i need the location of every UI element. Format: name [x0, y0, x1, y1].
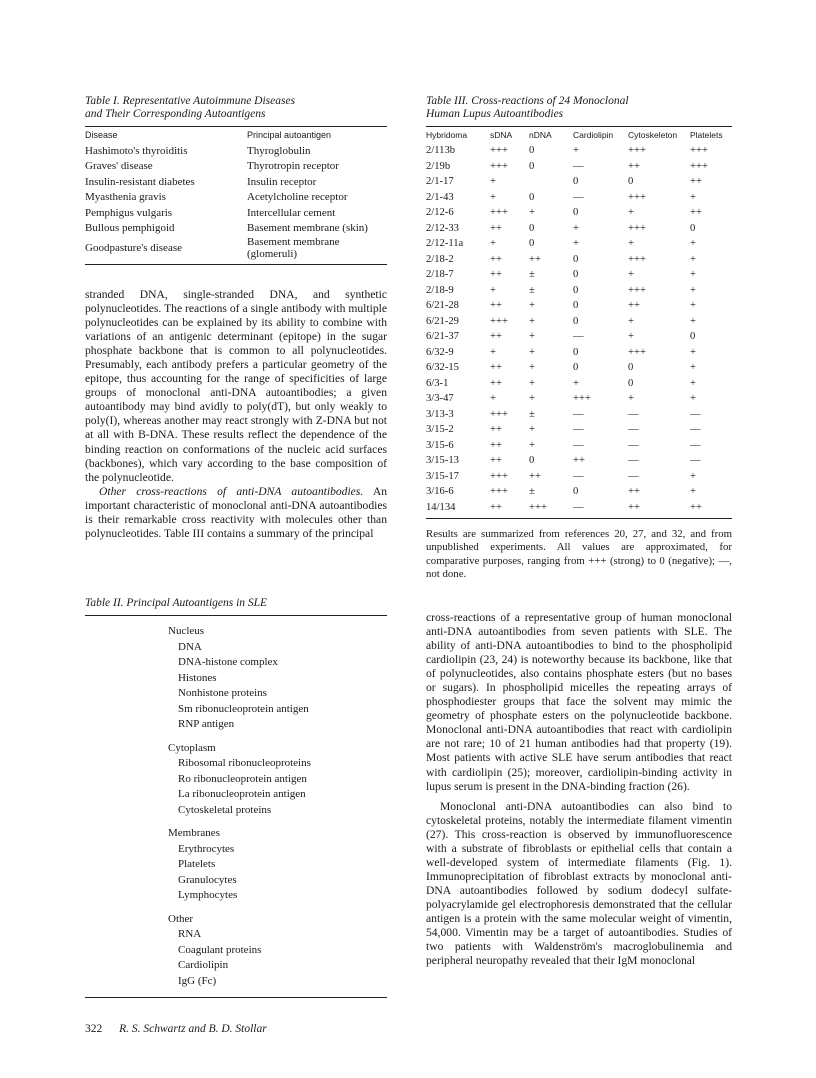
table3-header-hybridoma: Hybridoma: [426, 130, 468, 140]
table3-platelets-cell: +: [690, 377, 696, 389]
table3-cardiolipin-cell: —: [573, 191, 584, 203]
table3-row: [426, 500, 732, 516]
table1-row: [85, 190, 387, 206]
table3-sdna-cell: +: [490, 346, 496, 358]
left-paragraph-2: [85, 485, 387, 541]
table3-ndna-cell: ++: [529, 253, 541, 265]
page-number: 322: [85, 1023, 103, 1035]
table3-cytoskeleton-cell: +: [628, 207, 634, 219]
table2-item: Cardiolipin: [178, 959, 229, 971]
table3-platelets-cell: +: [690, 315, 696, 327]
table3-row: [426, 314, 732, 330]
table3-hybridoma-cell: 6/21-29: [426, 315, 459, 327]
table3-sdna-cell: +++: [490, 486, 508, 498]
table1-antigen-cell: Insulin receptor: [247, 175, 317, 188]
table1-disease-cell: Goodpasture's disease: [85, 242, 182, 254]
table2-group: [168, 826, 387, 904]
table2-caption: Table II. Principal Autoantigens in SLE: [85, 597, 268, 609]
table3-cytoskeleton-cell: +: [628, 238, 634, 250]
table3-row: [426, 221, 732, 237]
table2-group-heading: Cytoplasm: [168, 741, 216, 754]
table2-group: [168, 624, 387, 733]
table3-caption-line2: Human Lupus Autoantibodies: [426, 108, 564, 120]
table3-ndna-cell: ±: [529, 408, 535, 420]
table3-hybridoma-cell: 2/1-17: [426, 176, 454, 188]
table3-cytoskeleton-cell: +: [628, 315, 634, 327]
table2-item: Erythrocytes: [178, 842, 235, 855]
table3-cytoskeleton-cell: 0: [628, 176, 634, 188]
right-text-block: [426, 611, 732, 968]
table1-antigen-cell: Basement membrane (skin): [247, 222, 368, 235]
table3-ndna-cell: +: [529, 439, 535, 451]
table3-cardiolipin-cell: +: [573, 145, 579, 157]
table3-hybridoma-cell: 2/12-6: [426, 207, 454, 219]
table3-sdna-cell: ++: [490, 269, 502, 281]
table3-sdna-cell: ++: [490, 362, 502, 374]
table2-group-heading: Other: [168, 912, 194, 925]
table3-row: [426, 422, 732, 438]
table3-hybridoma-cell: 3/15-17: [426, 470, 459, 482]
table3-cytoskeleton-cell: —: [628, 424, 639, 436]
table3-row: [426, 298, 732, 314]
table3-platelets-cell: ++: [690, 176, 702, 188]
table3-ndna-cell: +: [529, 300, 535, 312]
table3-row: [426, 376, 732, 392]
table3-hybridoma-cell: 6/21-37: [426, 331, 459, 343]
table3-ndna-cell: +: [529, 362, 535, 374]
table1-antigen-cell: Intercellular cement: [247, 206, 336, 219]
table3-cardiolipin-cell: 0: [573, 176, 579, 188]
table3-cardiolipin-cell: +++: [573, 393, 591, 405]
table3-platelets-cell: +: [690, 284, 696, 296]
table3-ndna-cell: 0: [529, 191, 535, 203]
table1-header-disease: Disease: [85, 130, 118, 140]
table1-header-antigen: Principal autoantigen: [247, 130, 332, 140]
table3-hybridoma-cell: 6/32-15: [426, 362, 459, 374]
table3-cardiolipin-cell: —: [573, 424, 584, 436]
table3-sdna-cell: +++: [490, 145, 508, 157]
table2-item: DNA-histone complex: [178, 656, 278, 668]
table2-group: [168, 741, 387, 819]
table3-ndna-cell: 0: [529, 222, 535, 234]
table3-row: [426, 267, 732, 283]
table3-row: [426, 360, 732, 376]
table3-cytoskeleton-cell: +++: [628, 346, 646, 358]
table3-sdna-cell: ++: [490, 424, 502, 436]
table3-platelets-cell: +: [690, 300, 696, 312]
table2-block: [85, 597, 387, 998]
table3-sdna-cell: +++: [490, 470, 508, 482]
table1-disease-cell: Myasthenia gravis: [85, 191, 166, 204]
table3-platelets-cell: +++: [690, 145, 708, 157]
table1-antigen-cell: Thyrotropin receptor: [247, 160, 339, 173]
table3-hybridoma-cell: 2/18-7: [426, 269, 454, 281]
table3-cytoskeleton-cell: +++: [628, 284, 646, 296]
table3-hybridoma-cell: 2/1-43: [426, 191, 454, 203]
table2-item: RNP antigen: [178, 718, 235, 730]
table1: [85, 127, 387, 260]
table3-cardiolipin-cell: 0: [573, 346, 579, 358]
table1-caption-line2: and Their Corresponding Autoantigens: [85, 108, 266, 120]
table1-disease-cell: Hashimoto's thyroiditis: [85, 144, 188, 157]
table1-antigen-cell: Thyroglobulin: [247, 144, 311, 157]
table2-item: Granulocytes: [178, 873, 237, 886]
table3-hybridoma-cell: 2/18-2: [426, 253, 454, 265]
table2-item: Lymphocytes: [178, 889, 238, 901]
table3-sdna-cell: +++: [490, 408, 508, 420]
table3-platelets-cell: +++: [690, 160, 708, 172]
table2-item: Coagulant proteins: [178, 943, 262, 956]
table3-header-ndna: nDNA: [529, 130, 552, 140]
table3-row: [426, 453, 732, 469]
table1-disease-cell: Pemphigus vulgaris: [85, 206, 173, 219]
table3-cytoskeleton-cell: —: [628, 439, 639, 451]
table3-row: [426, 159, 732, 175]
table3-platelets-cell: +: [690, 346, 696, 358]
table3-row: [426, 252, 732, 268]
left-paragraph-2-heading: Other cross-reactions of anti-DNA autoantibodies.: [99, 484, 364, 498]
table3-hybridoma-cell: 2/19b: [426, 160, 451, 172]
table3-platelets-cell: ++: [690, 501, 702, 513]
table3-row: [426, 345, 732, 361]
table3-cardiolipin-cell: —: [573, 501, 584, 513]
table3-sdna-cell: ++: [490, 331, 502, 343]
table3-header-cytoskeleton: Cytoskeleton: [628, 130, 678, 140]
table3-platelets-cell: +: [690, 269, 696, 281]
table2-item: IgG (Fc): [178, 974, 217, 987]
table3-sdna-cell: +: [490, 238, 496, 250]
table3-platelets-cell: —: [690, 424, 701, 436]
table3-ndna-cell: +: [529, 315, 535, 327]
table3-hybridoma-cell: 3/15-6: [426, 439, 454, 451]
table3-sdna-cell: +++: [490, 160, 508, 172]
table3-sdna-cell: ++: [490, 455, 502, 467]
table3-row: [426, 205, 732, 221]
table3-sdna-cell: ++: [490, 222, 502, 234]
table3-hybridoma-cell: 3/15-2: [426, 424, 454, 436]
table3-cytoskeleton-cell: —: [628, 455, 639, 467]
table3-row: [426, 484, 732, 500]
table3-platelets-cell: —: [690, 439, 701, 451]
table3-row: [426, 407, 732, 423]
table3-hybridoma-cell: 3/3-47: [426, 393, 454, 405]
table3-platelets-cell: 0: [690, 331, 696, 343]
table3-platelets-cell: +: [690, 486, 696, 498]
table3-cardiolipin-cell: 0: [573, 253, 579, 265]
table3-cardiolipin-cell: +: [573, 238, 579, 250]
table2-group-heading: Membranes: [168, 827, 220, 839]
table3-row: [426, 143, 732, 159]
table3-hybridoma-cell: 2/12-11a: [426, 238, 464, 250]
table3-platelets-cell: +: [690, 362, 696, 374]
table3-hybridoma-cell: 3/16-6: [426, 486, 454, 498]
table3-platelets-cell: +: [690, 253, 696, 265]
table3-cytoskeleton-cell: +++: [628, 253, 646, 265]
table3-header-cardiolipin: Cardiolipin: [573, 130, 614, 140]
table3-ndna-cell: +: [529, 424, 535, 436]
table3-cytoskeleton-cell: +: [628, 331, 634, 343]
table3-ndna-cell: ++: [529, 470, 541, 482]
table3-cardiolipin-cell: —: [573, 408, 584, 420]
table3-platelets-cell: —: [690, 408, 701, 420]
table3-platelets-cell: 0: [690, 222, 696, 234]
table3-cytoskeleton-cell: —: [628, 408, 639, 420]
table3-row: [426, 438, 732, 454]
table3-cytoskeleton-cell: ++: [628, 300, 640, 312]
table3-ndna-cell: ±: [529, 284, 535, 296]
table3-sdna-cell: +++: [490, 207, 508, 219]
table2-group: [168, 912, 387, 990]
table2-item: Cytoskeletal proteins: [178, 803, 272, 816]
table3-cytoskeleton-cell: +++: [628, 191, 646, 203]
table3-cytoskeleton-cell: +++: [628, 222, 646, 234]
table3-cardiolipin-cell: +: [573, 222, 579, 234]
table1-disease-cell: Bullous pemphigoid: [85, 222, 175, 235]
table3-ndna-cell: 0: [529, 145, 535, 157]
table3-cardiolipin-cell: —: [573, 160, 584, 172]
table3-platelets-cell: +: [690, 238, 696, 250]
table3-cardiolipin-cell: 0: [573, 284, 579, 296]
left-paragraph-1: stranded DNA, single-stranded DNA, and synthetic polynucleotides. The reactions of a single antibody with multiple polynucleotides can be explained by its ability to combine with variations of an antigenic determinant (epitope) in the sugar phosphate backbone that is common to all polynucleotides. Presumably, each antibody prefers a particular geometry of the epitope, thus accounting for the range of specificities of large groups of monoclonal anti-DNA autoantibodies; a given autoantibody may bind avidly to poly(dT), but only weakly to poly(I), whereas another may react strongly with Z-DNA but not at all with B-DNA. These results reflect the dependence of the binding reaction on conformations of the nucleic acid surfaces (backbones), which vary according to the base composition of the polynucleotide.: [85, 288, 387, 484]
table2-item: RNA: [178, 928, 202, 940]
table3-sdna-cell: +: [490, 191, 496, 203]
table3-sdna-cell: ++: [490, 253, 502, 265]
table2-item: La ribonucleoprotein antigen: [178, 788, 306, 800]
table3-cardiolipin-cell: +: [573, 377, 579, 389]
table3-sdna-cell: +++: [490, 315, 508, 327]
table3-hybridoma-cell: 3/13-3: [426, 408, 454, 420]
table3-row: [426, 329, 732, 345]
left-text-block: [85, 288, 387, 541]
table3-ndna-cell: ±: [529, 269, 535, 281]
table3-header-sdna: sDNA: [490, 130, 513, 140]
table3-sdna-cell: ++: [490, 439, 502, 451]
table1-disease-cell: Insulin-resistant diabetes: [85, 175, 195, 188]
table3-platelets-cell: —: [690, 455, 701, 467]
table3-ndna-cell: +: [529, 377, 535, 389]
table3-hybridoma-cell: 14/134: [426, 501, 456, 513]
left-paragraph-2-body: An important characteristic of monoclonal anti-DNA autoantibodies is their remarkable cross reactivity with molecules other than polynucleotides. Table III contains a summary of the principal: [85, 484, 387, 540]
table3-ndna-cell: 0: [529, 455, 535, 467]
table3-cardiolipin-cell: —: [573, 439, 584, 451]
table1-antigen-cell: Acetylcholine receptor: [247, 191, 348, 204]
table2-list: [85, 616, 387, 989]
table3-cytoskeleton-cell: ++: [628, 486, 640, 498]
table3-ndna-cell: +: [529, 331, 535, 343]
table3-platelets-cell: ++: [690, 207, 702, 219]
table3-hybridoma-cell: 3/15-13: [426, 455, 459, 467]
table3-row: [426, 283, 732, 299]
table1-row: [85, 143, 387, 159]
page-footer: [85, 1023, 485, 1035]
table3-row: [426, 391, 732, 407]
table3-ndna-cell: 0: [529, 160, 535, 172]
table1-row: [85, 236, 387, 260]
table3-hybridoma-cell: 2/113b: [426, 145, 456, 157]
table3-cardiolipin-cell: 0: [573, 315, 579, 327]
table2-item: Histones: [178, 671, 217, 684]
table3-hybridoma-cell: 2/18-9: [426, 284, 454, 296]
table3-cytoskeleton-cell: 0: [628, 377, 634, 389]
table1-row: [85, 221, 387, 237]
table3-cardiolipin-cell: —: [573, 470, 584, 482]
right-paragraph-2: Monoclonal anti-DNA autoantibodies can also bind to cytoskeletal proteins, notably the intermediate filament vimentin (27). This cross-reaction is observed by immunofluorescence with a substrate of fibroblasts or epithelial cells that contain a well-developed system of intermediate filaments (Fig. 1). Immunoprecipitation of fibroblast extracts by monoclonal anti-DNA autoantibodies followed by sodium dodecyl sulfate-polyacrylamide gel electrophoresis demonstrated that the cellular antigen is a protein with the same molecular weight of vimentin, 54,000. Vimentin may be a target of autoantibodies. Studies of two patients with Waldenström's macroglobulinemia and peripheral neuropathy revealed that their IgM monoclonal: [426, 799, 732, 968]
table1-disease-cell: Graves' disease: [85, 160, 153, 173]
table3-cytoskeleton-cell: +: [628, 393, 634, 405]
table1-caption-line1: Table I. Representative Autoimmune Diseases: [85, 95, 296, 107]
table3-ndna-cell: 0: [529, 238, 535, 250]
table3: [426, 127, 732, 515]
table3-hybridoma-cell: 6/21-28: [426, 300, 459, 312]
table3-hybridoma-cell: 6/3-1: [426, 377, 449, 389]
table3-platelets-cell: +: [690, 191, 696, 203]
table3-cytoskeleton-cell: 0: [628, 362, 634, 374]
table3-sdna-cell: +: [490, 284, 496, 296]
table3-ndna-cell: +: [529, 207, 535, 219]
table3-cytoskeleton-cell: —: [628, 470, 639, 482]
table3-platelets-cell: +: [690, 393, 696, 405]
table3-cardiolipin-cell: 0: [573, 486, 579, 498]
table2-item: Platelets: [178, 858, 216, 870]
table2-item: Ribosomal ribonucleoproteins: [178, 757, 311, 769]
table3-cytoskeleton-cell: +: [628, 269, 634, 281]
table3-cytoskeleton-cell: +++: [628, 145, 646, 157]
table3-cytoskeleton-cell: ++: [628, 501, 640, 513]
table3-row: [426, 190, 732, 206]
right-paragraph-1: cross-reactions of a representative group of human monoclonal anti-DNA autoantibodies from seven patients with SLE. The ability of anti-DNA autoantibodies to bind to the phospholipid cardiolipin (23, 24) is noteworthy because its backbone, like that of polynucleotides, also contains phosphate esters (but no bases or sugars). In phospholipid micelles the repeating arrays of phosphodiester groups that face the solvent may mimic the geometry of phosphate esters on the polynucleotide backbone. Monoclonal anti-DNA autoantibodies that react with cardiolipin are not rare; 10 of 21 human antibodies had that property (19). Most patients with active SLE have serum antibodies that react with cardiolipin (25); moreover, cardiolipin-binding activity in lupus serum is present in the DNA-binding fraction (26).: [426, 611, 732, 793]
table2-item: DNA: [178, 640, 202, 653]
table3-footnote: Results are summarized from references 20, 27, and 32, and from unpublished experiments. All values are approximated, for comparative purposes, ranging from +++ (strong) to 0 (negative); —, not done.: [426, 528, 732, 581]
table1-row: [85, 205, 387, 221]
table3-ndna-cell: +: [529, 393, 535, 405]
running-authors: R. S. Schwartz and B. D. Stollar: [119, 1023, 267, 1035]
table3-ndna-cell: +: [529, 346, 535, 358]
table3-header-platelets: Platelets: [690, 130, 723, 140]
table3-cardiolipin-cell: ++: [573, 455, 585, 467]
table1-antigen-cell: Basement membrane (glomeruli): [247, 236, 340, 260]
table2-group-heading: Nucleus: [168, 625, 205, 637]
table2-item: Sm ribonucleoprotein antigen: [178, 702, 309, 715]
table3-sdna-cell: ++: [490, 300, 502, 312]
table2-item: Nonhistone proteins: [178, 687, 267, 699]
table3-cardiolipin-cell: —: [573, 331, 584, 343]
table3-ndna-cell: +++: [529, 501, 547, 513]
table3-ndna-cell: ±: [529, 486, 535, 498]
table1-row: [85, 159, 387, 175]
table2-item: Ro ribonucleoprotein antigen: [178, 772, 307, 785]
table3-ndna-cell: [529, 174, 573, 190]
table3-cardiolipin-cell: 0: [573, 269, 579, 281]
table3-sdna-cell: ++: [490, 501, 502, 513]
table3-block: [426, 95, 732, 582]
table3-hybridoma-cell: 2/12-33: [426, 222, 459, 234]
table3-sdna-cell: +: [490, 393, 496, 405]
table3-row: [426, 174, 732, 190]
table3-sdna-cell: ++: [490, 377, 502, 389]
table3-cytoskeleton-cell: ++: [628, 160, 640, 172]
table3-hybridoma-cell: 6/32-9: [426, 346, 454, 358]
table3-cardiolipin-cell: 0: [573, 207, 579, 219]
table3-platelets-cell: +: [690, 470, 696, 482]
table1-row: [85, 174, 387, 190]
table3-caption-line1: Table III. Cross-reactions of 24 Monoclonal: [426, 95, 629, 107]
table3-cardiolipin-cell: 0: [573, 362, 579, 374]
table3-row: [426, 236, 732, 252]
table3-row: [426, 469, 732, 485]
table3-cardiolipin-cell: 0: [573, 300, 579, 312]
table1-block: [85, 95, 387, 265]
table3-sdna-cell: +: [490, 176, 496, 188]
